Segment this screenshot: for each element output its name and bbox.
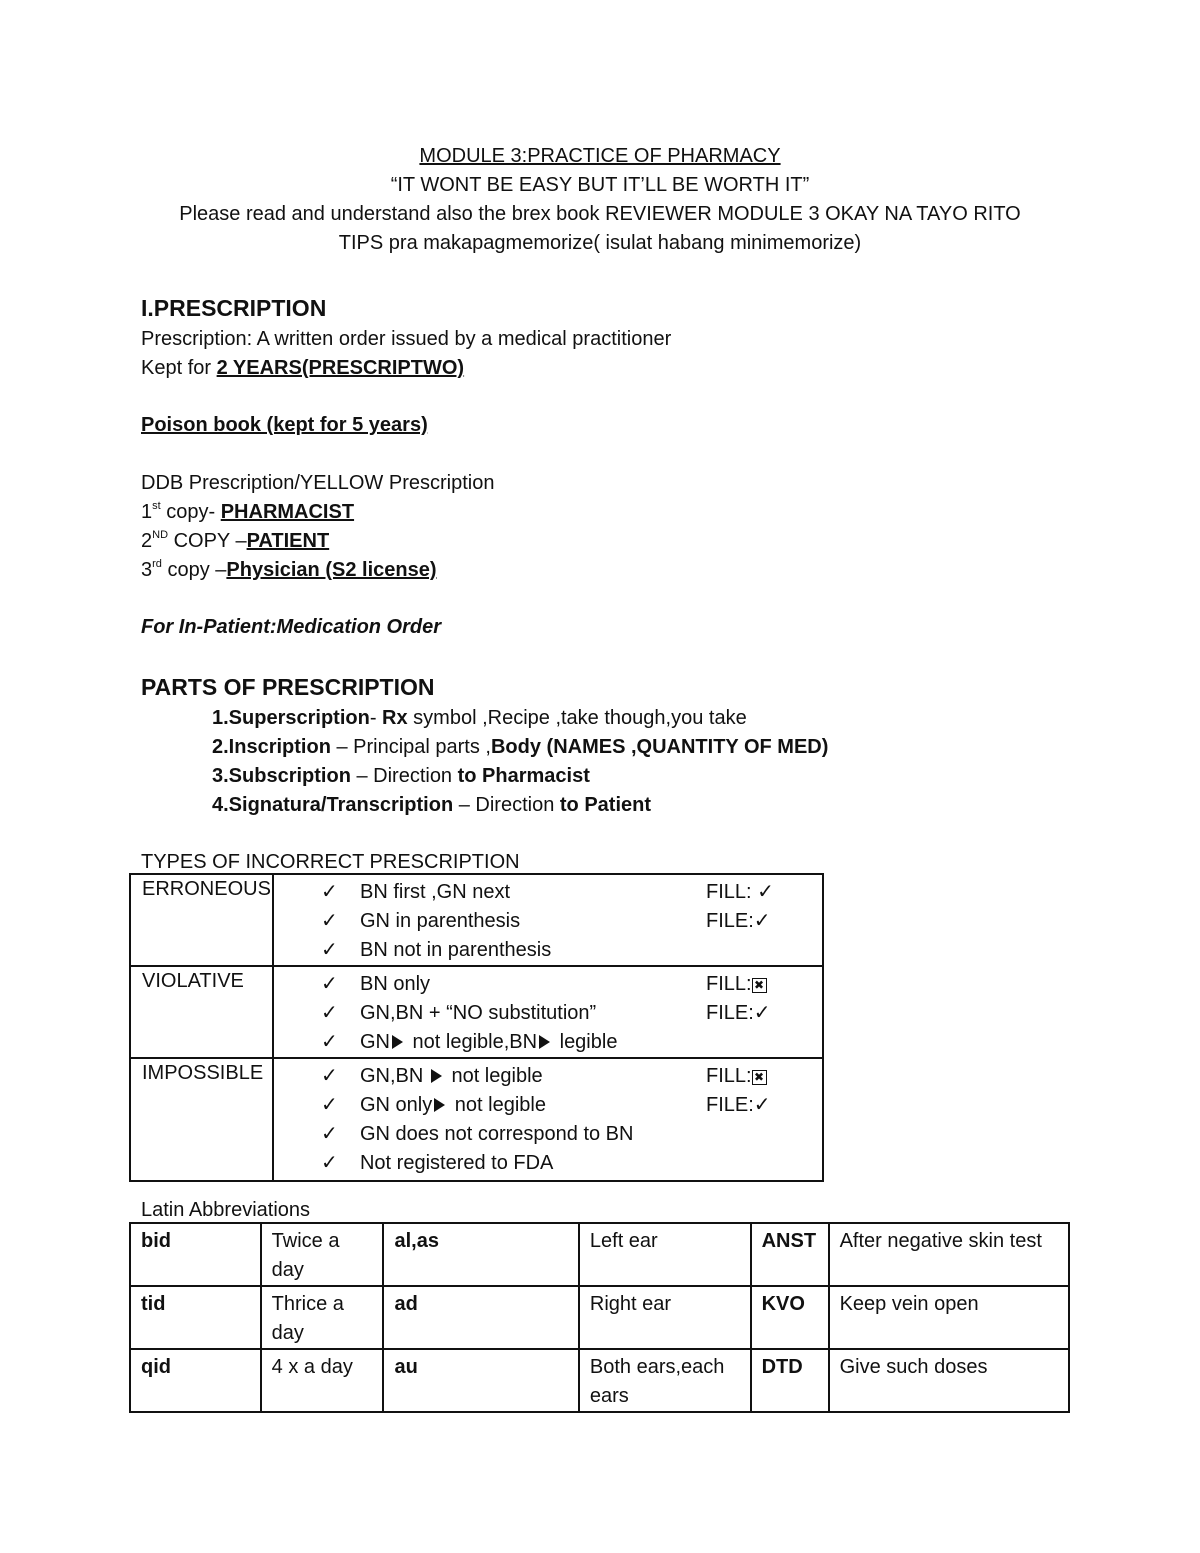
arrow-right-icon xyxy=(539,1035,550,1049)
list-item: ✓ GN,BN not legible FILL: ✖ xyxy=(274,1062,822,1091)
kept-for-label: Kept for xyxy=(141,357,217,379)
check-icon: ✓ xyxy=(320,1123,338,1145)
copy-3-line: 3rd copy –Physician (S2 license) xyxy=(141,558,437,581)
part-inscription: 2.Inscription – Principal parts ,Body (NAMES ,QUANTITY OF MED) xyxy=(212,736,829,758)
check-icon: ✓ xyxy=(320,939,338,961)
part-superscription: 1.Superscription- Rx symbol ,Recipe ,take though,you take xyxy=(212,707,747,729)
list-item: ✓ GN not legible,BN legible xyxy=(274,1028,822,1057)
table-row xyxy=(130,1058,823,1181)
list-item: ✓ GN in parenthesis FILE:✓ xyxy=(274,907,822,936)
list-item: ✓ BN only FILL: ✖ xyxy=(274,970,822,999)
check-icon: ✓ xyxy=(320,1031,338,1053)
part-subscription: 3.Subscription – Direction to Pharmacist xyxy=(212,765,590,787)
table-row xyxy=(130,966,823,1058)
table-row: bid Twice a day al,as Left ear ANST After negative skin test xyxy=(130,1223,1069,1286)
copy-1-recipient: PHARMACIST xyxy=(220,501,355,523)
check-icon: ✓ xyxy=(320,973,338,995)
list-item: ✓ GN does not correspond to BN xyxy=(274,1120,822,1149)
prescription-heading: I.PRESCRIPTION xyxy=(141,295,327,321)
table-row xyxy=(130,874,823,966)
part-signatura: 4.Signatura/Transcription – Direction to Patient xyxy=(212,794,652,816)
check-icon: ✓ xyxy=(320,1094,338,1116)
list-item: ✓ GN only not legible FILE:✓ xyxy=(274,1091,822,1120)
copy-2-recipient: PATIENT xyxy=(246,530,330,552)
table-row: tid Thrice a day ad Right ear KVO Keep vein open xyxy=(130,1286,1069,1349)
module-title: MODULE 3:PRACTICE OF PHARMACY xyxy=(419,145,781,167)
inpatient-note: For In-Patient:Medication Order xyxy=(141,616,442,638)
check-icon: ✓ xyxy=(320,881,338,903)
kept-for-value: 2 YEARS(PRESCRIPTWO) xyxy=(216,357,465,379)
copy-3-recipient: Physician (S2 license) xyxy=(226,559,437,581)
kept-for-line xyxy=(141,354,464,383)
check-icon: ✓ xyxy=(320,910,338,932)
x-box-icon: ✖ xyxy=(752,978,767,993)
type-impossible: IMPOSSIBLE xyxy=(130,1058,273,1181)
poison-book: Poison book (kept for 5 years) xyxy=(141,414,428,436)
list-item: ✓ Not registered to FDA xyxy=(274,1149,822,1178)
list-item: ✓ GN,BN + “NO substitution” FILE:✓ xyxy=(274,999,822,1028)
type-violative: VIOLATIVE xyxy=(130,966,273,1058)
latin-heading: Latin Abbreviations xyxy=(141,1199,311,1221)
copy-1-line: 1st copy- PHARMACIST xyxy=(141,500,355,523)
arrow-right-icon xyxy=(431,1069,442,1083)
list-item: ✓ BN first ,GN next FILL: ✓ xyxy=(274,878,822,907)
reading-note: Please read and understand also the brex book REVIEWER MODULE 3 OKAY NA TAYO RITO xyxy=(179,203,1021,225)
latin-abbreviations-table xyxy=(129,1222,1070,1413)
copy-2-line: 2ND COPY –PATIENT xyxy=(141,529,330,552)
memorize-tips: TIPS pra makapagmemorize( isulat habang minimemorize) xyxy=(338,232,862,254)
check-icon: ✓ xyxy=(320,1065,338,1087)
x-box-icon: ✖ xyxy=(752,1070,767,1085)
arrow-right-icon xyxy=(392,1035,403,1049)
incorrect-prescription-table xyxy=(129,873,824,1182)
table-row: qid 4 x a day au Both ears,each ears DTD Give such doses xyxy=(130,1349,1069,1412)
list-item: ✓ BN not in parenthesis xyxy=(274,936,822,965)
check-icon: ✓ xyxy=(320,1002,338,1024)
incorrect-heading: TYPES OF INCORRECT PRESCRIPTION xyxy=(141,851,520,873)
ddb-prescription: DDB Prescription/YELLOW Prescription xyxy=(141,472,495,494)
parts-heading: PARTS OF PRESCRIPTION xyxy=(141,674,435,700)
prescription-definition: Prescription: A written order issued by a medical practitioner xyxy=(141,328,672,350)
arrow-right-icon xyxy=(434,1098,445,1112)
check-icon: ✓ xyxy=(320,1152,338,1174)
motto: “IT WONT BE EASY BUT IT’LL BE WORTH IT” xyxy=(390,174,810,196)
type-erroneous: ERRONEOUS xyxy=(130,874,273,966)
